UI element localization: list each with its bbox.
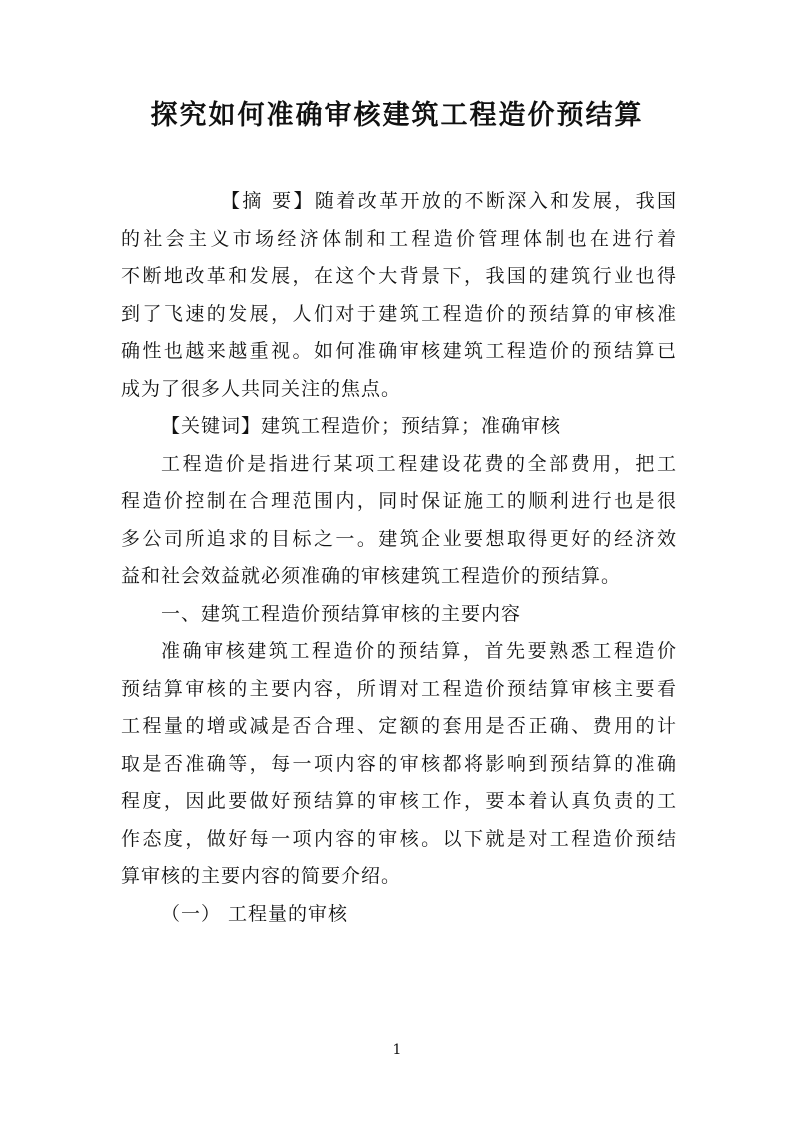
paragraph-line: 取是否准确等，每一项内容的审核都将影响到预结算的准确 xyxy=(121,752,677,775)
page-number: 1 xyxy=(392,1042,402,1058)
paragraph-line: 程造价控制在合理范围内，同时保证施工的顺利进行也是很 xyxy=(121,490,677,512)
document-body xyxy=(121,183,677,933)
keywords-line: 【关键词】建筑工程造价；预结算；准确审核 xyxy=(161,415,562,437)
paragraph-line: 多公司所追求的目标之一。建筑企业要想取得更好的经济效 xyxy=(121,527,677,550)
abstract-line: 不断地改革和发展，在这个大背景下，我国的建筑行业也得 xyxy=(121,265,677,287)
paragraph-line: 算审核的主要内容的简要介绍。 xyxy=(121,865,402,887)
paragraph-line: 预结算审核的主要内容，所谓对工程造价预结算审核主要看 xyxy=(121,677,677,700)
section-heading: 一、建筑工程造价预结算审核的主要内容 xyxy=(161,602,522,625)
abstract-line: 的社会主义市场经济体制和工程造价管理体制也在进行着 xyxy=(121,227,677,250)
subsection-heading: （一） 工程量的审核 xyxy=(161,902,349,925)
paragraph-line: 准确审核建筑工程造价的预结算，首先要熟悉工程造价 xyxy=(161,640,677,662)
page-title: 探究如何准确审核建筑工程造价预结算 xyxy=(150,100,644,131)
paragraph-line: 工程量的增或减是否合理、定额的套用是否正确、费用的计 xyxy=(121,715,677,737)
paragraph-line: 益和社会效益就必须准确的审核建筑工程造价的预结算。 xyxy=(121,565,622,587)
paragraph-line: 程度，因此要做好预结算的审核工作，要本着认真负责的工 xyxy=(121,790,677,812)
paragraph-line: 作态度，做好每一项内容的审核。以下就是对工程造价预结 xyxy=(121,827,677,850)
paragraph-line: 工程造价是指进行某项工程建设花费的全部费用，把工 xyxy=(161,452,677,475)
abstract-line: 成为了很多人共同关注的焦点。 xyxy=(121,377,402,400)
abstract-line: 到了飞速的发展，人们对于建筑工程造价的预结算的审核准 xyxy=(121,302,677,325)
abstract-line: 确性也越来越重视。如何准确审核建筑工程造价的预结算已 xyxy=(121,340,677,362)
abstract-line: 【摘 要】随着改革开放的不断深入和发展，我国 xyxy=(221,190,677,212)
